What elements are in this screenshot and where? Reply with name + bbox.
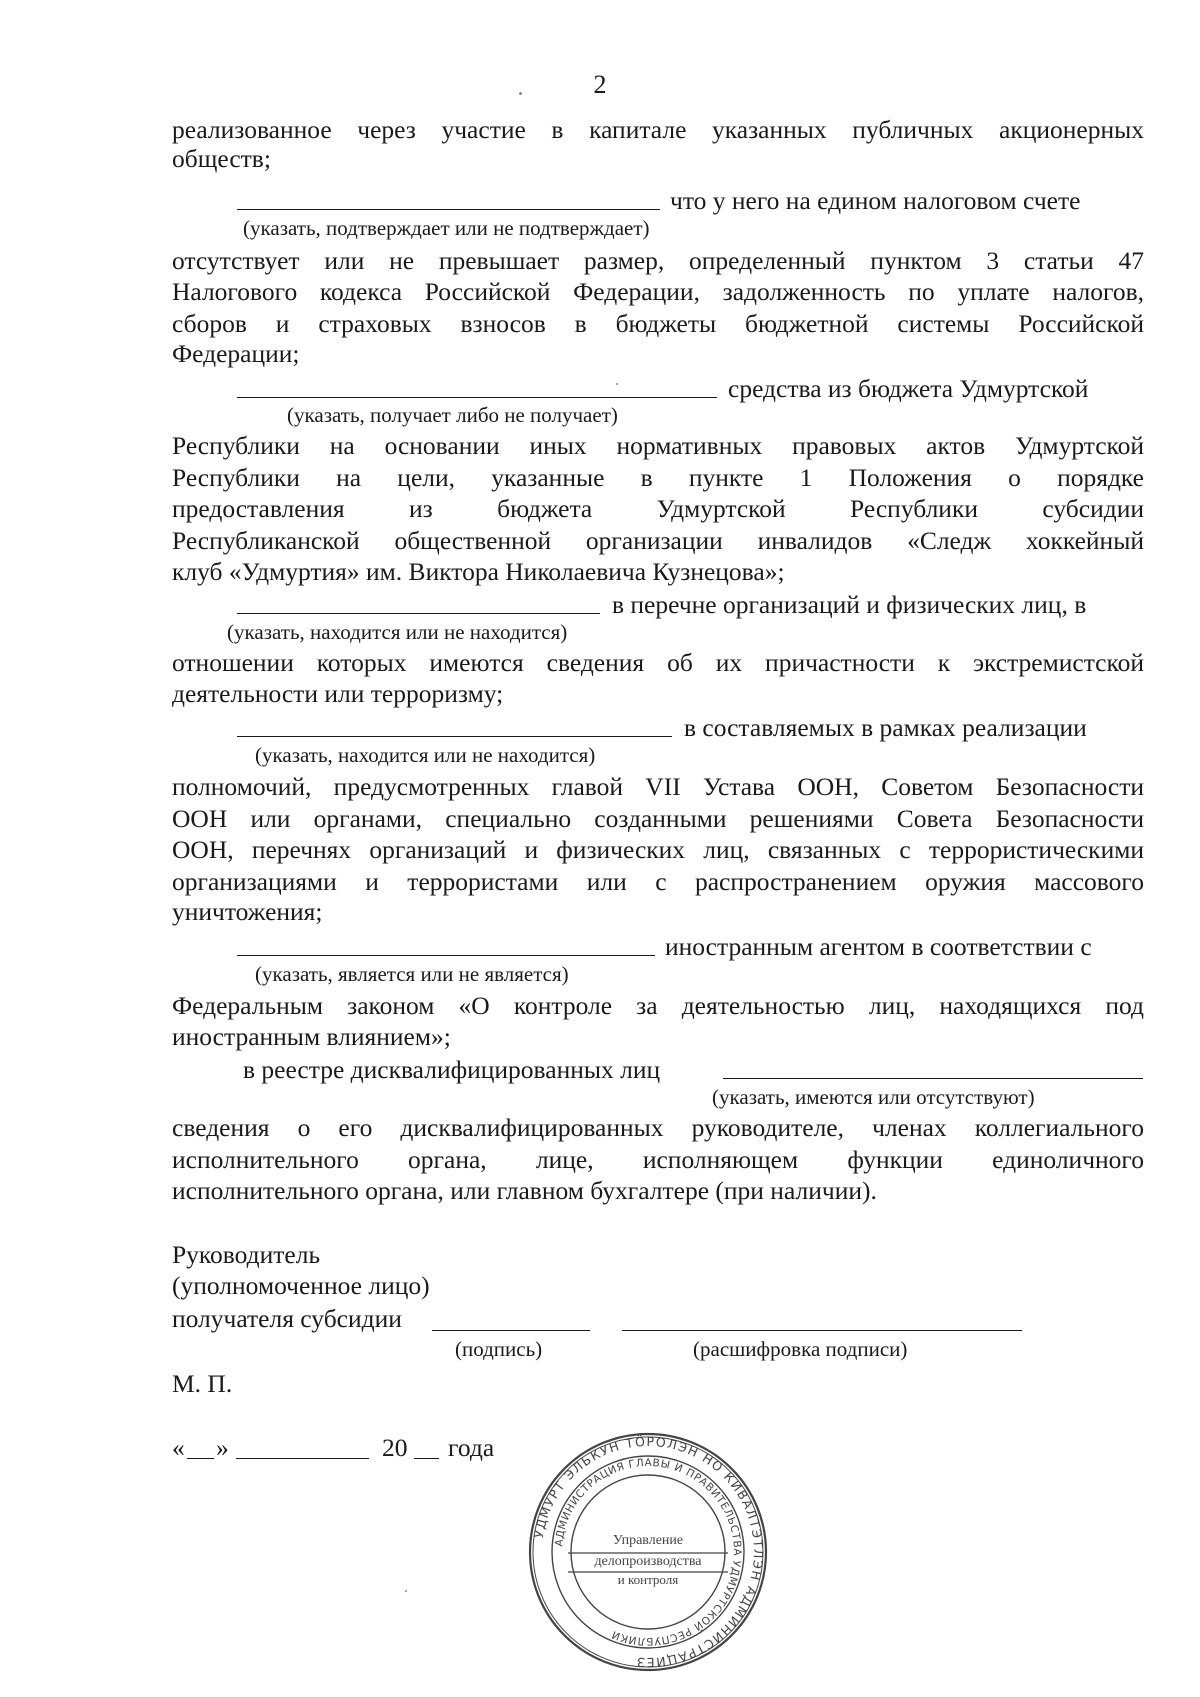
date-open-quote: « xyxy=(172,1433,185,1462)
un-line3: ООН, перечнях организаций и физических лиц, связанных с террористическими xyxy=(172,835,1144,864)
un-line2: ООН или органами, специально созданными решениями Совета Безопасности xyxy=(172,804,1144,833)
extremism-line2: деятельности или терроризму; xyxy=(172,679,504,708)
agent-hint: (указать, является или не является) xyxy=(255,962,569,986)
date-century: 20 xyxy=(382,1433,408,1462)
disq-line1: сведения о его дисквалифицированных руководителе, членах коллегиального xyxy=(172,1113,1144,1142)
budget-line1: Республики на основании иных нормативных правовых актов Удмуртской xyxy=(172,431,1144,460)
date-day-blank xyxy=(187,1458,214,1459)
budget-hint: (указать, получает либо не получает) xyxy=(287,403,618,427)
page-number: 2 xyxy=(593,70,607,99)
signature-sign-blank xyxy=(432,1330,590,1331)
extremism-hint: (указать, находится или не находится) xyxy=(227,620,568,644)
tax-blank xyxy=(237,209,660,210)
budget-line2: Республики на цели, указанные в пункте 1 Положения о порядке xyxy=(172,463,1144,492)
date-month-blank xyxy=(236,1458,369,1459)
scan-speck xyxy=(616,383,618,385)
budget-line4: Республиканской общественной организации инвалидов «Следж хоккейный xyxy=(172,526,1144,555)
stamp-outer-ring-text: УДМУРТ ЭЛЬКУН ТӦРОЛЭН НО КИВАЛТЭТЛЭН АДМИНИСТРАЦИЕЗ xyxy=(530,1433,767,1671)
stamp-center-line2: делопроизводства xyxy=(594,1554,702,1569)
budget-line3: предоставления из бюджета Удмуртской Республики субсидии xyxy=(172,494,1144,523)
stamp-center-line1: Управление xyxy=(612,1533,684,1548)
scan-speck xyxy=(405,1590,407,1592)
agent-blank xyxy=(237,955,655,956)
signature-line1: Руководитель xyxy=(172,1240,321,1269)
un-hint: (указать, находится или не находится) xyxy=(255,743,596,767)
agent-line1: Федеральным законом «О контроле за деятельностью лиц, находящихся под xyxy=(172,991,1144,1020)
disq-before-blank: в реестре дисквалифицированных лиц xyxy=(243,1055,661,1084)
signature-decode-hint: (расшифровка подписи) xyxy=(693,1337,908,1361)
stamp-center-line3: и контроля xyxy=(617,1572,679,1587)
date-close-quote: » xyxy=(216,1433,229,1462)
extremism-after-blank: в перечне организаций и физических лиц, в xyxy=(612,590,1087,619)
budget-after-blank: средства из бюджета Удмуртской xyxy=(728,374,1089,403)
extremism-blank xyxy=(237,613,600,614)
p1-line1: реализованное через участие в капитале указанных публичных акционерных xyxy=(172,115,1144,144)
tax-hint: (указать, подтверждает или не подтверждает) xyxy=(243,216,650,240)
un-line1: полномочий, предусмотренных главой VII Устава ООН, Советом Безопасности xyxy=(172,772,1144,801)
tax-after-blank: что у него на едином налоговом счете xyxy=(670,186,1081,215)
date-year-word: года xyxy=(448,1433,495,1462)
budget-blank xyxy=(237,397,717,398)
signature-line2: (уполномоченное лицо) xyxy=(172,1271,430,1300)
signature-decode-blank xyxy=(622,1330,1022,1331)
disq-blank xyxy=(723,1078,1143,1079)
stamp-inner-ring-text: АДМИНИСТРАЦИЯ ГЛАВЫ И ПРАВИТЕЛЬСТВА УДМУРТСКОЙ РЕСПУБЛИКИ xyxy=(553,1456,744,1648)
tax-line1: отсутствует или не превышает размер, определенный пунктом 3 статьи 47 xyxy=(172,246,1144,275)
agent-line2: иностранным влиянием»; xyxy=(172,1022,451,1051)
un-line4: организациями и террористами или с распространением оружия массового xyxy=(172,867,1144,896)
disq-hint: (указать, имеются или отсутствуют) xyxy=(712,1085,1035,1109)
disq-line2: исполнительного органа, лице, исполняющем функции единоличного xyxy=(172,1145,1144,1174)
seal-place-label: М. П. xyxy=(172,1369,233,1398)
tax-line2: Налогового кодекса Российской Федерации, задолженность по уплате налогов, xyxy=(172,277,1144,306)
un-line5: уничтожения; xyxy=(172,897,323,926)
disq-line3: исполнительного органа, или главном бухгалтере (при наличии). xyxy=(172,1176,877,1205)
signature-sign-hint: (подпись) xyxy=(455,1337,543,1361)
scan-speck xyxy=(519,92,522,95)
p1-line2: обществ; xyxy=(172,144,271,173)
un-blank xyxy=(237,736,672,737)
extremism-line1: отношении которых имеются сведения об их причастности к экстремистской xyxy=(172,648,1144,677)
un-after-blank: в составляемых в рамках реализации xyxy=(684,713,1087,742)
tax-line4: Федерации; xyxy=(172,339,300,368)
budget-line5: клуб «Удмуртия» им. Виктора Николаевича Кузнецова»; xyxy=(172,557,785,586)
official-stamp xyxy=(528,1432,768,1672)
tax-line3: сборов и страховых взносов в бюджеты бюджетной системы Российской xyxy=(172,309,1144,338)
signature-line3: получателя субсидии xyxy=(172,1304,402,1333)
date-year-blank xyxy=(414,1458,439,1459)
agent-after-blank: иностранным агентом в соответствии с xyxy=(665,932,1092,961)
